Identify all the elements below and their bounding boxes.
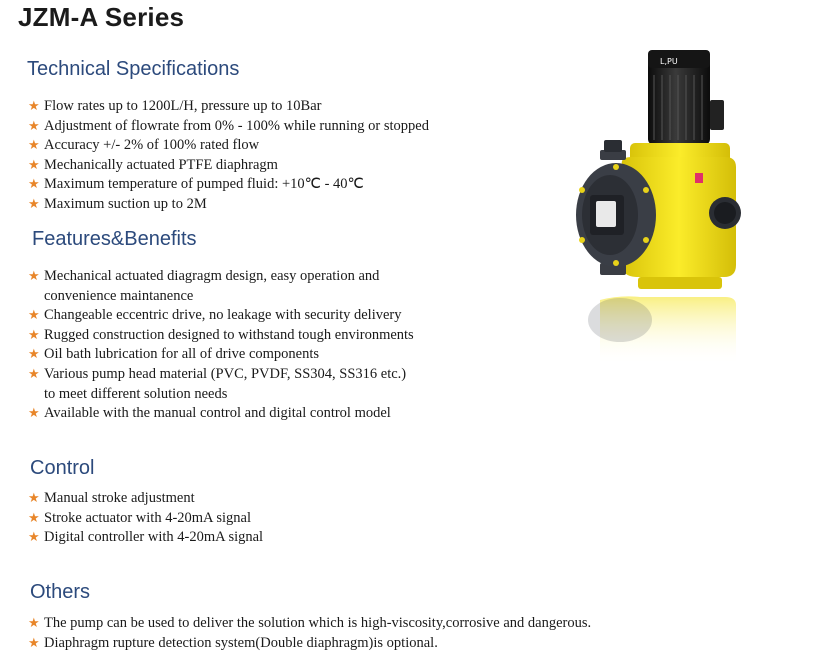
technical-list-item [28,97,429,117]
technical-list-item [28,117,429,137]
others-heading: Others [30,581,91,603]
technical-item-text: Flow rates up to 1200L/H, pressure up to 10Bar [44,98,322,114]
control-heading: Control [30,457,95,479]
control-list-item [28,509,263,529]
features-list-item [28,345,414,365]
bullet-star-icon: ★ [28,308,40,324]
bullet-star-icon: ★ [28,118,40,134]
bullet-star-icon: ★ [28,327,40,343]
features-list-item [28,306,414,326]
technical-specs-list [28,97,429,215]
control-list-item [28,489,263,509]
technical-item-text: Maximum temperature of pumped fluid: +10℃ - 40℃ [44,176,364,193]
features-item-text: Available with the manual control and digital control model [44,405,391,422]
others-item-text: Diaphragm rupture detection system(Double diaphragm)is optional. [44,634,438,651]
features-item-text-continued: convenience maintanence [44,287,194,304]
technical-list-item [28,156,429,176]
bullet-star-icon: ★ [28,366,40,382]
technical-list-item [28,136,429,156]
page-title: JZM-A Series [18,2,185,32]
bullet-star-icon: ★ [28,530,40,546]
others-item-text: The pump can be used to deliver the solution which is high-viscosity,corrosive and dangerous. [44,615,592,631]
bullet-star-icon: ★ [28,635,40,651]
bullet-star-icon: ★ [28,269,40,284]
bullet-star-icon: ★ [28,157,40,173]
bullet-star-icon: ★ [28,406,40,422]
features-item-text: Rugged construction designed to withstand tough environments [44,326,414,343]
bullet-star-icon: ★ [28,616,40,631]
features-item-text-continued: to meet different solution needs [44,385,228,402]
others-list-item [28,634,591,654]
technical-item-text: Maximum suction up to 2M [44,195,207,212]
pump-image [560,45,760,375]
bullet-star-icon: ★ [28,177,40,193]
bullet-star-icon: ★ [28,491,40,506]
control-item-text: Manual stroke adjustment [44,490,195,506]
control-list-item [28,528,263,548]
features-item-text: Changeable eccentric drive, no leakage with security delivery [44,307,402,324]
technical-item-text: Accuracy +/- 2% of 100% rated flow [44,137,260,154]
control-item-text: Stroke actuator with 4-20mA signal [44,509,251,526]
technical-item-text: Mechanically actuated PTFE diaphragm [44,156,278,173]
features-item-text: Various pump head material (PVC, PVDF, SS304, SS316 etc.) [44,365,407,382]
control-list [28,489,263,548]
others-list [28,614,591,653]
bullet-star-icon: ★ [28,138,40,154]
features-list-item [28,365,414,404]
technical-list-item [28,195,429,215]
features-list-item [28,267,414,306]
others-list-item [28,614,591,634]
bullet-star-icon: ★ [28,196,40,212]
features-list-item [28,326,414,346]
features-list-item [28,404,414,424]
bullet-star-icon: ★ [28,99,40,114]
technical-item-text: Adjustment of flowrate from 0% - 100% while running or stopped [44,117,429,134]
features-item-text: Mechanical actuated diagragm design, easy operation and [44,268,380,284]
features-list [28,267,414,424]
technical-specs-heading: Technical Specifications [27,58,240,80]
control-item-text: Digital controller with 4-20mA signal [44,529,264,546]
technical-list-item [28,175,429,195]
bullet-star-icon: ★ [28,347,40,363]
features-heading: Features&Benefits [32,228,197,250]
features-item-text: Oil bath lubrication for all of drive components [44,346,320,363]
motor-label: L,PU [660,57,678,66]
bullet-star-icon: ★ [28,510,40,526]
